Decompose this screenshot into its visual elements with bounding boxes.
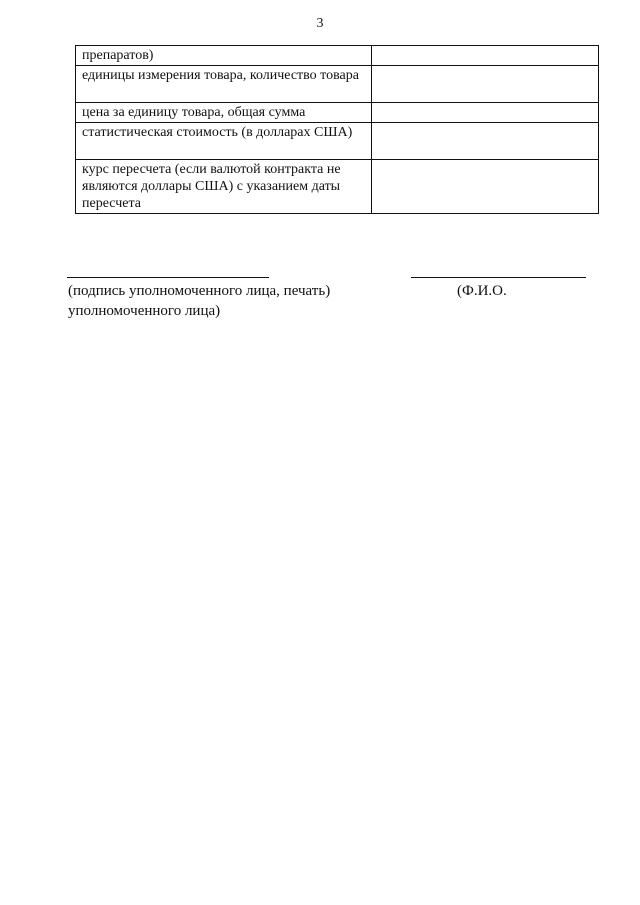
table-row xyxy=(76,103,599,123)
signature-line xyxy=(67,277,269,278)
table-row xyxy=(76,46,599,66)
fio-caption: (Ф.И.О. xyxy=(457,283,507,299)
form-table xyxy=(75,45,599,214)
signature-caption-continued: уполномоченного лица) xyxy=(68,303,221,319)
row-label: курс пересчета (если валютой контракта не являются доллары США) с указанием даты пересчета xyxy=(76,160,372,214)
row-value xyxy=(372,103,599,123)
signature-caption: (подпись уполномоченного лица, печать) xyxy=(68,283,331,299)
table-row xyxy=(76,160,599,214)
fio-line xyxy=(411,277,586,278)
row-label: цена за единицу товара, общая сумма xyxy=(76,103,372,123)
row-value xyxy=(372,46,599,66)
page-number: 3 xyxy=(316,16,324,31)
table-row xyxy=(76,66,599,103)
row-label: единицы измерения товара, количество товара xyxy=(76,66,372,103)
row-label: статистическая стоимость (в долларах США) xyxy=(76,123,372,160)
table-row xyxy=(76,123,599,160)
row-label: препаратов) xyxy=(76,46,372,66)
row-value xyxy=(372,123,599,160)
row-value xyxy=(372,66,599,103)
row-value xyxy=(372,160,599,214)
